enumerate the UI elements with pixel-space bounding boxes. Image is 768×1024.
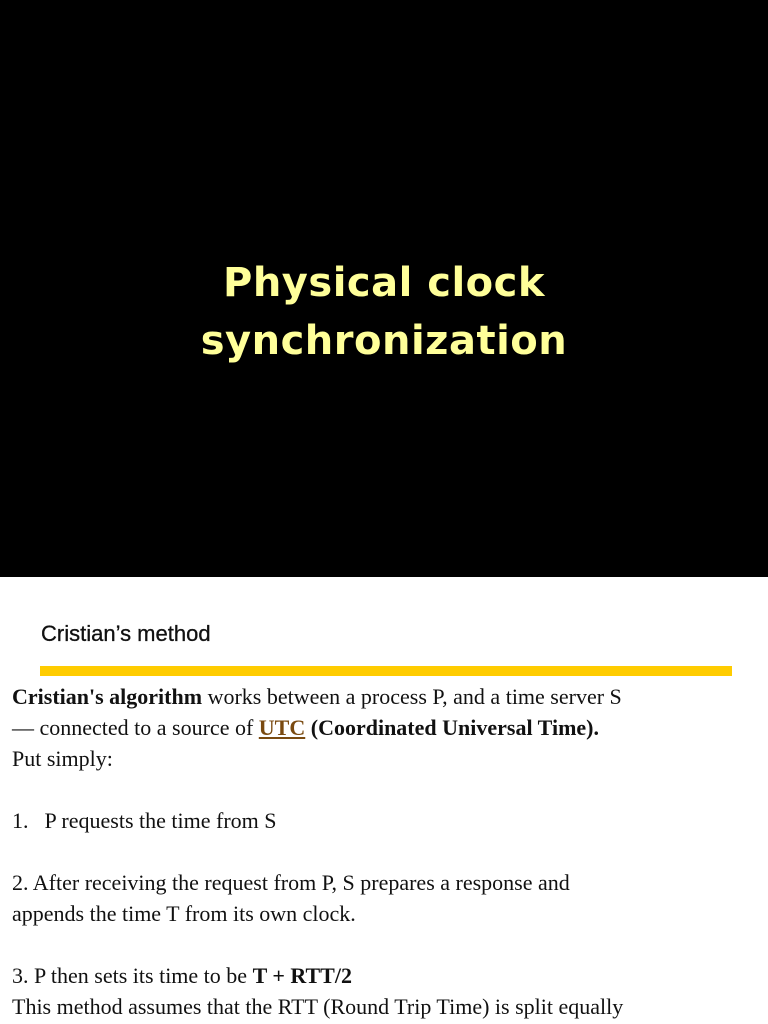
step-2-line2: appends the time T from its own clock. xyxy=(12,901,356,926)
intro-line2-prefix: — connected to a source of xyxy=(12,715,259,740)
intro-line2 xyxy=(12,712,752,743)
spacer xyxy=(12,774,752,805)
spacer xyxy=(12,929,752,960)
algorithm-name: Cristian's algorithm xyxy=(12,684,203,709)
slide-title-line2: synchronization xyxy=(200,318,568,364)
utc-expansion: (Coordinated Universal Time). xyxy=(305,715,599,740)
intro-line1-text: works between a process P, and a time server S xyxy=(202,684,622,709)
step-3-prefix: 3. P then sets its time to be xyxy=(12,963,253,988)
body-text xyxy=(12,681,752,1022)
utc-link[interactable]: UTC xyxy=(258,715,306,740)
intro-line1 xyxy=(12,681,752,712)
step-1-number: 1. xyxy=(12,808,29,833)
step-3-line2: This method assumes that the RTT (Round Trip Time) is split equally xyxy=(12,994,624,1019)
heading-divider xyxy=(40,666,732,676)
step-3-formula: T + RTT/2 xyxy=(252,963,352,988)
slide-title xyxy=(0,254,768,370)
step-3-line1 xyxy=(12,960,752,991)
slide-title-line1: Physical clock xyxy=(223,260,545,306)
intro-line3: Put simply: xyxy=(12,746,113,771)
spacer xyxy=(12,836,752,867)
step-1-text: P requests the time from S xyxy=(44,808,277,833)
content-slide xyxy=(0,577,768,1024)
step-1 xyxy=(12,805,752,836)
step-2-line1: 2. After receiving the request from P, S prepares a response and xyxy=(12,870,570,895)
section-heading: Cristian’s method xyxy=(41,621,211,646)
